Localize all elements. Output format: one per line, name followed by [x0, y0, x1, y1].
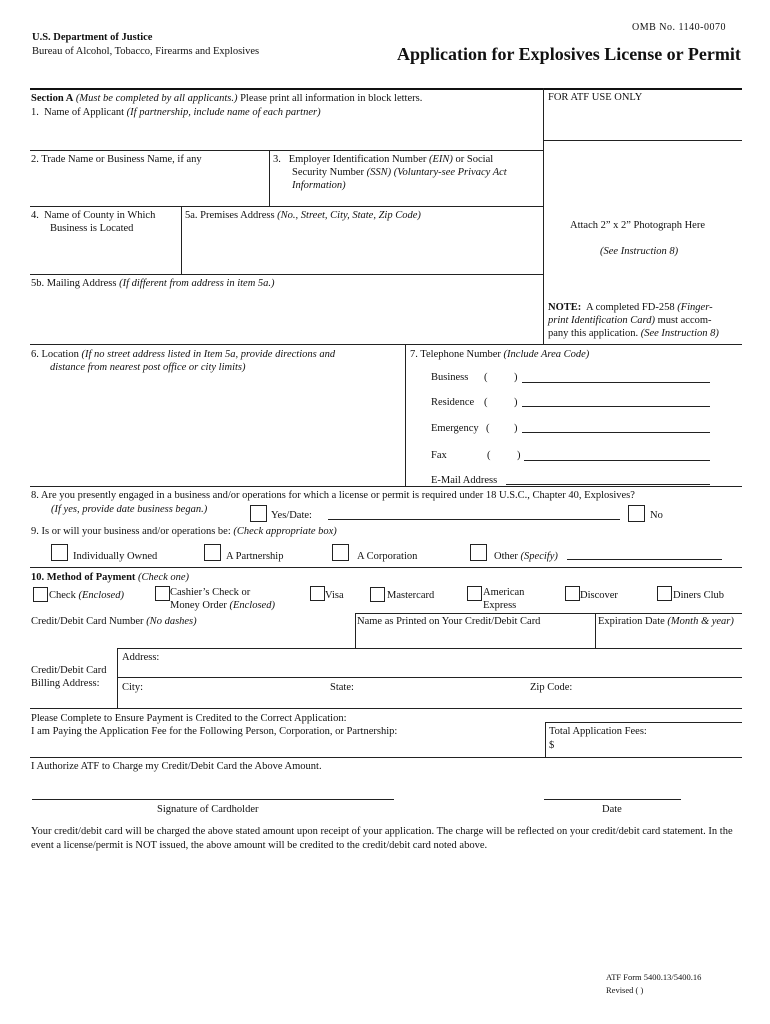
- rule-billing-left: [117, 648, 118, 708]
- phone-emergency-close: ): [514, 423, 518, 434]
- authorize-text: I Authorize ATF to Charge my Credit/Debit Card the Above Amount.: [31, 761, 322, 772]
- phone-business-open: (: [484, 372, 488, 383]
- payment-title-text: 10. Method of Payment: [31, 572, 136, 583]
- other-title: Other: [494, 551, 518, 562]
- question-9-title: 9. Is or will your business and/or operations be:: [31, 526, 231, 537]
- ensure-payment-text: Please Complete to Ensure Payment is Credited to the Correct Application:: [31, 713, 347, 724]
- cashiers-check-checkbox[interactable]: [155, 586, 170, 601]
- billing-line-1: Credit/Debit Card: [31, 665, 107, 676]
- fingerprint-note: [548, 301, 743, 340]
- zip-input[interactable]: [580, 679, 740, 705]
- check-checkbox[interactable]: [33, 587, 48, 602]
- city-label: City:: [122, 682, 144, 693]
- partnership-checkbox[interactable]: [204, 544, 221, 561]
- rule-ensure-top: [30, 708, 742, 709]
- item-5a-note: (No., Street, City, State, Zip Code): [277, 210, 421, 221]
- corporation-checkbox[interactable]: [332, 544, 349, 561]
- item-3-label: [273, 153, 538, 192]
- phone-business-label: Business: [431, 372, 469, 383]
- item-3-or: or Social: [455, 154, 494, 165]
- item-6-note-2: distance from nearest post office or city limits): [50, 362, 246, 373]
- rule-fees-left: [545, 722, 546, 758]
- billing-address-label: [31, 664, 117, 690]
- fax-input[interactable]: [524, 460, 710, 461]
- zip-label: Zip Code:: [530, 682, 573, 693]
- rule-atf-left: [543, 88, 544, 344]
- item-4-line-1: Name of County in Which: [44, 210, 156, 221]
- rule-billing-mid: [118, 677, 742, 678]
- cashiers-check-note: (Enclosed): [229, 600, 275, 611]
- omb-number: OMB No. 1140-0070: [632, 22, 726, 33]
- note-text-1: A completed FD-258: [585, 302, 675, 313]
- item-6-note-1: (If no street address listed in Item 5a, provide directions and: [81, 349, 336, 360]
- card-number-note: (No dashes): [146, 616, 197, 627]
- dollar-sign: $: [549, 740, 555, 751]
- item-5b-title: 5b. Mailing Address: [31, 278, 117, 289]
- visa-checkbox[interactable]: [310, 586, 325, 601]
- item-3-title: Employer Identification Number: [288, 154, 427, 165]
- section-a-heading: [31, 92, 422, 105]
- discover-checkbox[interactable]: [565, 586, 580, 601]
- cashiers-check-line-1: Cashier’s Check or: [170, 587, 251, 598]
- county-input[interactable]: [30, 238, 180, 272]
- department-name: U.S. Department of Justice: [32, 32, 153, 43]
- other-note: (Specify): [520, 551, 558, 562]
- item-1-title: Name of Applicant: [44, 107, 125, 118]
- note-label: NOTE:: [548, 302, 582, 313]
- individually-owned-checkbox[interactable]: [51, 544, 68, 561]
- item-1-number: 1.: [31, 107, 39, 118]
- item-6-title: 6. Location: [31, 349, 79, 360]
- check-label: [49, 589, 124, 602]
- visa-label: Visa: [325, 590, 344, 601]
- item-5a-label: [185, 209, 421, 222]
- item-3-ssn-label: Security Number: [292, 167, 365, 178]
- note-text-2: print Identification Card): [548, 315, 655, 326]
- mailing-address-input[interactable]: [30, 292, 542, 342]
- no-label: No: [650, 510, 663, 521]
- mastercard-checkbox[interactable]: [370, 587, 385, 602]
- rule-atf-bottom: [543, 140, 742, 141]
- rule-item-7-left: [405, 344, 406, 486]
- payment-title-note: (Check one): [138, 572, 190, 583]
- location-input[interactable]: [30, 376, 404, 484]
- rule-item-10: [30, 567, 742, 568]
- card-number-input[interactable]: [30, 630, 354, 648]
- item-3-info: Information): [292, 180, 346, 191]
- item-5b-label: [31, 277, 275, 290]
- section-a-note: (Must be completed by all applicants.): [75, 93, 238, 104]
- rule-item-6: [30, 344, 742, 345]
- item-3-ssn: (SSN): [366, 167, 392, 178]
- item-7-title: 7. Telephone Number: [410, 349, 501, 360]
- phone-emergency-open: (: [486, 423, 490, 434]
- card-number-label: [31, 615, 197, 628]
- date-label: Date: [602, 804, 622, 815]
- city-input[interactable]: [145, 679, 325, 705]
- expiration-note: (Month & year): [667, 616, 734, 627]
- phone-residence-label: Residence: [431, 397, 475, 408]
- paying-for-input[interactable]: [30, 739, 544, 755]
- expiration-label: [598, 615, 734, 628]
- expiration-title: Expiration Date: [598, 616, 665, 627]
- fax-close: ): [517, 450, 521, 461]
- amex-checkbox[interactable]: [467, 586, 482, 601]
- email-input[interactable]: [506, 484, 710, 485]
- section-a-label: Section A: [31, 93, 74, 104]
- revised-label: Revised ( ): [606, 985, 644, 995]
- question-9-text: [31, 525, 337, 538]
- ein-ssn-input[interactable]: [270, 192, 542, 205]
- rule-item-5b: [30, 274, 543, 275]
- rule-billing-top: [118, 648, 742, 649]
- item-1-label: [31, 106, 321, 119]
- note-text-3: pany this application.: [548, 328, 639, 339]
- question-9-note: (Check appropriate box): [233, 526, 337, 537]
- diners-club-checkbox[interactable]: [657, 586, 672, 601]
- phone-business-input[interactable]: [522, 382, 710, 383]
- item-5b-note: (If different from address in item 5a.): [119, 278, 275, 289]
- phone-residence-input[interactable]: [522, 406, 710, 407]
- rule-item-4: [30, 206, 543, 207]
- individually-owned-label: Individually Owned: [73, 551, 158, 562]
- date-input[interactable]: [544, 799, 681, 800]
- check-note: (Enclosed): [78, 590, 124, 601]
- signature-input[interactable]: [32, 799, 394, 800]
- phone-business-close: ): [514, 372, 518, 383]
- payment-title: [31, 571, 189, 584]
- billing-line-2: Billing Address:: [31, 678, 100, 689]
- rule-fees-top: [545, 722, 742, 723]
- rule-item-8: [30, 486, 742, 487]
- other-label: [494, 550, 558, 563]
- state-input[interactable]: [360, 679, 525, 705]
- photo-instruction-note: (See Instruction 8): [600, 246, 679, 257]
- question-8-note: (If yes, provide date business began.): [51, 504, 208, 515]
- item-5a-title: 5a. Premises Address: [185, 210, 275, 221]
- note-text-2b: must accom-: [657, 315, 712, 326]
- mastercard-label: Mastercard: [387, 590, 435, 601]
- phone-residence-open: (: [484, 397, 488, 408]
- bureau-name: Bureau of Alcohol, Tobacco, Firearms and Explosives: [32, 46, 260, 57]
- premises-address-input[interactable]: [182, 224, 542, 272]
- yes-date-input[interactable]: [328, 519, 620, 520]
- paying-for-text: I am Paying the Application Fee for the Following Person, Corporation, or Partnership:: [31, 726, 398, 737]
- question-8-text: 8. Are you presently engaged in a business and/or operations for which a license or permit is required under 18 U.S.C., Chapter 40, Explosives?: [31, 490, 635, 501]
- item-3-number: 3.: [273, 154, 281, 165]
- billing-address-line-label: Address:: [122, 652, 160, 663]
- atf-use-only-label: FOR ATF USE ONLY: [548, 92, 643, 103]
- applicant-name-input[interactable]: [30, 120, 542, 148]
- cashiers-check-label: [170, 586, 310, 612]
- amex-line-2: Express: [483, 600, 517, 611]
- phone-emergency-input[interactable]: [522, 432, 710, 433]
- rule-card-top: [355, 613, 742, 614]
- corporation-label: A Corporation: [357, 551, 418, 562]
- total-fees-label: Total Application Fees:: [549, 726, 647, 737]
- phone-residence-close: ): [514, 397, 518, 408]
- note-text-3b: (See Instruction 8): [640, 328, 719, 339]
- form-number: ATF Form 5400.13/5400.16: [606, 972, 702, 982]
- amex-line-1: American: [483, 587, 525, 598]
- diners-club-label: Diners Club: [673, 590, 725, 601]
- form-title: Application for Explosives License or Permit: [397, 44, 741, 64]
- partnership-label: A Partnership: [226, 551, 284, 562]
- other-specify-input[interactable]: [567, 559, 722, 560]
- section-a-instruction: Please print all information in block letters.: [240, 93, 423, 104]
- photo-instruction: Attach 2” x 2” Photograph Here: [570, 220, 705, 231]
- name-on-card-input[interactable]: [356, 630, 594, 648]
- fax-open: (: [487, 450, 491, 461]
- card-number-title: Credit/Debit Card Number: [31, 616, 144, 627]
- expiration-input[interactable]: [596, 630, 741, 648]
- yes-checkbox[interactable]: [250, 505, 267, 522]
- item-4-line-2: Business is Located: [50, 223, 134, 234]
- billing-address-input[interactable]: [170, 650, 740, 676]
- note-text-1b: (Finger-: [677, 302, 713, 313]
- rule-top: [30, 88, 742, 90]
- item-6-label: [31, 348, 403, 374]
- disclaimer-text: Your credit/debit card will be charged the above stated amount upon receipt of your application. The charge will be reflected on your credit/debit card statement. In the event a license/permit is NOT issued, the above amount will be credited to the credit/debit card noted above.: [31, 826, 733, 851]
- trade-name-input[interactable]: [30, 168, 268, 204]
- item-4-label: [31, 209, 181, 235]
- check-title: Check: [49, 590, 76, 601]
- item-3-voluntary: (Voluntary-see Privacy Act: [393, 167, 507, 178]
- email-label: E-Mail Address: [431, 475, 498, 486]
- item-7-label: [410, 348, 589, 361]
- rule-authorize-top: [30, 757, 742, 758]
- item-1-note: (If partnership, include name of each partner): [126, 107, 321, 118]
- yes-date-label: Yes/Date:: [271, 510, 312, 521]
- other-checkbox[interactable]: [470, 544, 487, 561]
- phone-emergency-label: Emergency: [431, 423, 479, 434]
- no-checkbox[interactable]: [628, 505, 645, 522]
- item-4-number: 4.: [31, 210, 39, 221]
- item-2-label: 2. Trade Name or Business Name, if any: [31, 154, 202, 165]
- amex-label: [483, 586, 553, 612]
- state-label: State:: [330, 682, 354, 693]
- item-7-note: (Include Area Code): [503, 349, 590, 360]
- name-on-card-label: Name as Printed on Your Credit/Debit Card: [357, 616, 541, 627]
- fax-label: Fax: [431, 450, 447, 461]
- rule-item-2: [30, 150, 543, 151]
- item-3-ein: (EIN): [429, 154, 453, 165]
- total-fees-input[interactable]: [558, 739, 740, 755]
- signature-label: Signature of Cardholder: [157, 804, 259, 815]
- discover-label: Discover: [580, 590, 618, 601]
- cashiers-check-line-2: Money Order: [170, 600, 227, 611]
